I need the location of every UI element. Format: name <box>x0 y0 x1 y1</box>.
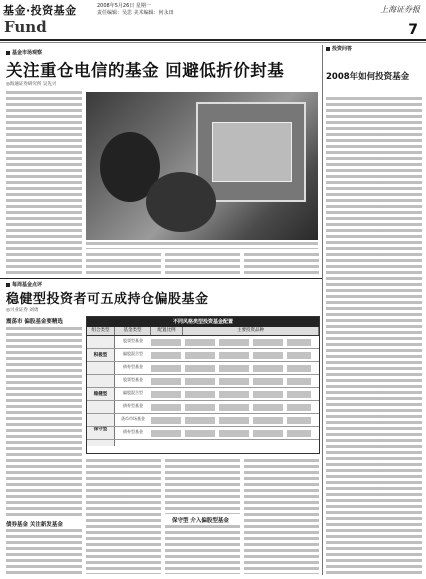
article-b-headline: 稳健型投资者可五成持仓偏股基金 <box>6 292 209 307</box>
table-row-label: 偏股混合型 <box>123 351 143 356</box>
section-title: 基金·投资基金 <box>3 4 77 17</box>
table-header-row <box>87 327 319 336</box>
table-row <box>87 401 319 414</box>
column-divider <box>322 45 323 575</box>
photo-person-silhouette <box>146 172 216 232</box>
issue-editors: 责任编辑：吴思 美术编辑：何永田 <box>97 10 174 16</box>
article-b-column-4 <box>244 458 319 574</box>
table-row-cells <box>151 391 311 398</box>
article-b-subhead-3: 保守型 介入偏股型基金 <box>172 518 229 524</box>
table-row <box>87 427 319 440</box>
table-row <box>87 388 319 401</box>
table-group-label: 保守型 <box>87 414 115 446</box>
article-b-kicker <box>6 281 42 288</box>
table-body <box>87 336 319 446</box>
table-row-label: 债券型基金 <box>123 403 143 408</box>
table-row-cells <box>151 339 311 346</box>
kicker-square-icon <box>326 47 330 51</box>
article-b-kicker-label: 每周基金点评 <box>12 282 43 288</box>
table-row-cells <box>151 352 311 359</box>
article-a-column-3 <box>165 252 240 274</box>
sidebar-title: 2008年如何投资基金 <box>326 72 410 82</box>
table-header-cell: 基金类型 <box>115 327 151 335</box>
table-header-cell: 组合类型 <box>87 327 115 335</box>
table-row-label: 股票型基金 <box>123 338 143 343</box>
sidebar-body-text <box>326 96 422 574</box>
table-group-label: 稳健型 <box>87 375 115 414</box>
article-a-column-1 <box>6 90 82 274</box>
section-rule <box>0 278 322 279</box>
table-row-label: 债券型基金 <box>123 429 143 434</box>
table-row-label: 债券型基金 <box>123 364 143 369</box>
table-title: 不同风格类型投资基金配置 <box>87 317 319 327</box>
table-row <box>87 362 319 375</box>
table-row-cells <box>151 378 311 385</box>
page-number: 7 <box>408 22 418 38</box>
allocation-table <box>86 316 320 454</box>
article-b-subhead-1: 震荡市 偏股基金要精选 <box>6 319 63 325</box>
sidebar-kicker <box>326 45 352 52</box>
article-a-column-2 <box>86 252 161 274</box>
article-b-column-3b <box>165 524 240 574</box>
table-row-cells <box>151 430 311 437</box>
table-row <box>87 375 319 388</box>
article-a-byline: ◎海通证券研究所 吴先兴 <box>6 82 57 87</box>
photo-caption <box>86 241 318 249</box>
kicker-square-icon <box>6 51 10 55</box>
table-row <box>87 349 319 362</box>
issue-date: 2008年5月26日 星期一 <box>97 3 151 9</box>
issue-info <box>97 3 174 17</box>
article-a-headline: 关注重仓电信的基金 回避低折价封基 <box>6 61 285 80</box>
article-a-photo <box>86 92 318 240</box>
table-header-cell: 主要投资品种 <box>183 327 319 335</box>
photo-screen <box>212 122 292 182</box>
section-english-label: Fund <box>4 18 47 36</box>
table-row-cells <box>151 417 311 424</box>
article-b-column-3 <box>165 458 240 514</box>
table-group-label: 积极型 <box>87 336 115 375</box>
article-b-column-1 <box>6 326 82 516</box>
table-header-cell: 配置比例 <box>151 327 183 335</box>
sidebar-kicker-label: 投资问答 <box>332 46 353 52</box>
table-row-cells <box>151 365 311 372</box>
article-b-column-1b <box>6 528 82 574</box>
table-row-cells <box>151 404 311 411</box>
table-row <box>87 336 319 349</box>
article-b-byline: ◎兴业证券 刘勇 <box>6 308 39 313</box>
article-a-kicker-label: 基金市场观察 <box>12 50 43 56</box>
table-row <box>87 414 319 427</box>
article-b-subhead-2: 债券基金 关注新发基金 <box>6 522 63 528</box>
article-a-kicker <box>6 49 42 56</box>
article-b-column-2 <box>86 458 161 574</box>
table-row-label: 股票型基金 <box>123 377 143 382</box>
masthead <box>0 0 426 40</box>
table-row-label: 货币市场基金 <box>121 416 145 421</box>
table-row-label: 偏股混合型 <box>123 390 143 395</box>
article-a-column-4 <box>244 252 319 274</box>
kicker-square-icon <box>6 283 10 287</box>
newspaper-brand: 上海证券报 <box>380 5 420 14</box>
masthead-rule <box>0 39 426 41</box>
masthead-thin-rule <box>0 42 426 43</box>
